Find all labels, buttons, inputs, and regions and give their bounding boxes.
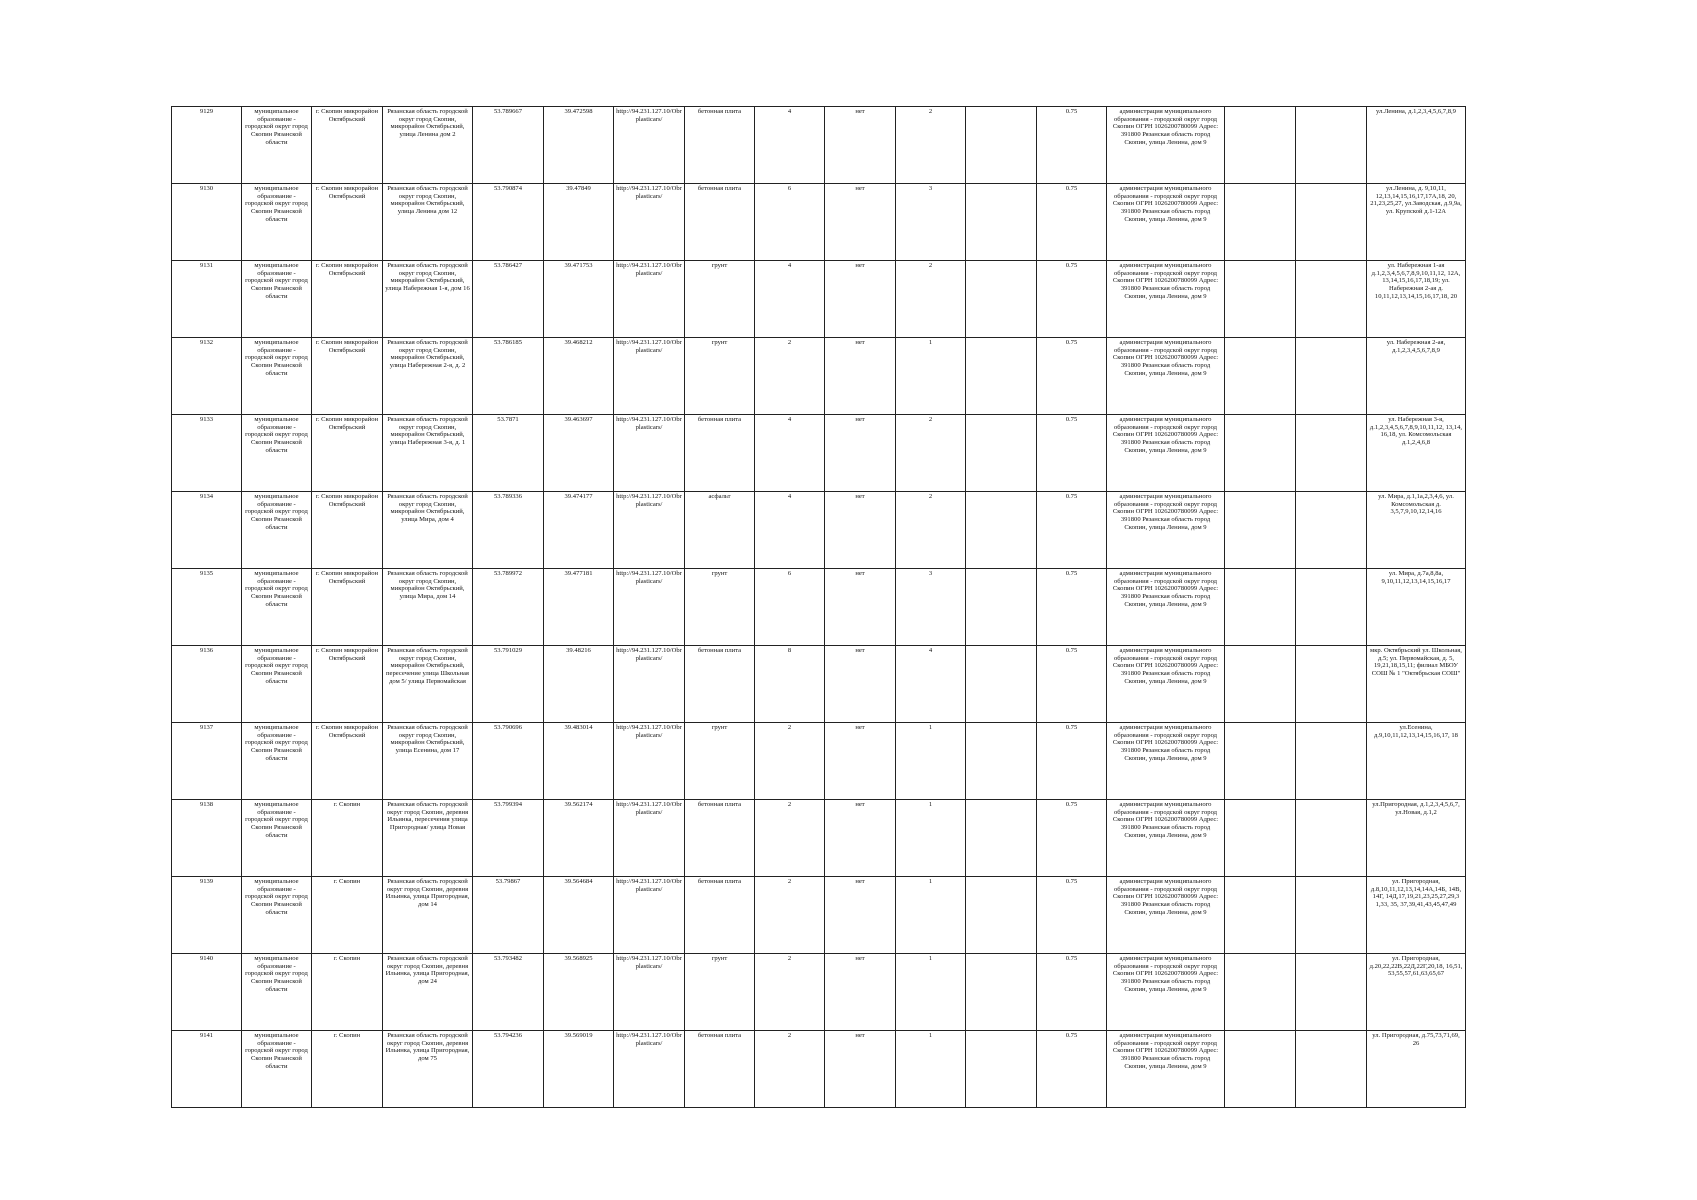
cell-map-link[interactable]: http://94.231.127.10/Obrplasticars/ (614, 1031, 685, 1108)
cell-site-id: 9130 (172, 184, 242, 261)
cell-owner: муниципальное образование - городской округ город Скопин Рязанской области (242, 646, 312, 723)
cell-map-link[interactable]: http://94.231.127.10/Obrplasticars/ (614, 492, 685, 569)
cell-covered: нет (825, 415, 896, 492)
cell-longitude: 39.474177 (544, 492, 614, 569)
table-body (172, 107, 1466, 1108)
cell-area: 2 (755, 1031, 825, 1108)
cell-administrator: администрация муниципального образования - городской округ город Скопин ОГРН 1026200780099 Адрес: 391800 Рязанская область город Скопин, улица Ленина, дом 9 (1107, 492, 1225, 569)
cell-administrator: администрация муниципального образования - городской округ город Скопин ОГРН 1026200780099 Адрес: 391800 Рязанская область город Скопин, улица Ленина, дом 9 (1107, 415, 1225, 492)
cell-empty (1225, 569, 1296, 646)
cell-empty (966, 1031, 1037, 1108)
cell-containers: 1 (896, 1031, 966, 1108)
cell-latitude: 53.79867 (473, 877, 544, 954)
cell-owner: муниципальное образование - городской округ город Скопин Рязанской области (242, 107, 312, 184)
cell-empty (1296, 492, 1367, 569)
cell-covered: нет (825, 954, 896, 1031)
cell-covered: нет (825, 877, 896, 954)
cell-empty (966, 800, 1037, 877)
cell-locality: г. Скопин (312, 877, 383, 954)
cell-map-link[interactable]: http://94.231.127.10/Obrplasticars/ (614, 107, 685, 184)
cell-empty (1296, 415, 1367, 492)
cell-volume: 0.75 (1037, 261, 1107, 338)
cell-administrator: администрация муниципального образования - городской округ город Скопин ОГРН 1026200780099 Адрес: 391800 Рязанская область город Скопин, улица Ленина, дом 9 (1107, 261, 1225, 338)
table-row (172, 492, 1466, 569)
cell-containers: 1 (896, 800, 966, 877)
cell-locality: г. Скопин микрорайон Октябрьский (312, 723, 383, 800)
cell-address: Рязанская область городской округ город Скопин, деревня Ильинка, улица Пригородная, дом 75 (383, 1031, 473, 1108)
table-row (172, 1031, 1466, 1108)
cell-waste-sources: ул. Набережная 3-я, д.1,2,3,4,5,6,7,8,9,10,11,12, 13,14, 16,18, ул. Комсомольская д.1,2,4,6,8 (1367, 415, 1466, 492)
cell-volume: 0.75 (1037, 1031, 1107, 1108)
cell-map-link[interactable]: http://94.231.127.10/Obrplasticars/ (614, 877, 685, 954)
cell-empty (1296, 723, 1367, 800)
cell-waste-sources: ул. Мира, д.7а,8,8а, 9,10,11,12,13,14,15,16,17 (1367, 569, 1466, 646)
cell-waste-sources: ул.Ленина, д. 9,10,11, 12,13,14,15,16,17,17А,18, 20, 21,23,25,27, ул.Заводская, д.9,9а, ул. Крупской д.1-12А (1367, 184, 1466, 261)
cell-area: 2 (755, 338, 825, 415)
cell-empty (966, 338, 1037, 415)
cell-containers: 1 (896, 338, 966, 415)
cell-volume: 0.75 (1037, 415, 1107, 492)
cell-site-id: 9141 (172, 1031, 242, 1108)
cell-empty (966, 723, 1037, 800)
registry-sheet (171, 106, 1466, 1108)
cell-locality: г. Скопин микрорайон Октябрьский (312, 107, 383, 184)
cell-volume: 0.75 (1037, 107, 1107, 184)
cell-owner: муниципальное образование - городской округ город Скопин Рязанской области (242, 569, 312, 646)
table-row (172, 569, 1466, 646)
cell-containers: 1 (896, 877, 966, 954)
cell-area: 2 (755, 954, 825, 1031)
cell-site-id: 9131 (172, 261, 242, 338)
cell-latitude: 53.7871 (473, 415, 544, 492)
cell-area: 4 (755, 415, 825, 492)
table-row (172, 646, 1466, 723)
cell-surface: грунт (685, 954, 755, 1031)
cell-address: Рязанская область городской округ город Скопин, микрорайон Октябрьский, улица Набережная 2-я, д. 2 (383, 338, 473, 415)
cell-locality: г. Скопин микрорайон Октябрьский (312, 261, 383, 338)
cell-address: Рязанская область городской округ город Скопин, микрорайон Октябрьский, улица Мира, дом 14 (383, 569, 473, 646)
cell-owner: муниципальное образование - городской округ город Скопин Рязанской области (242, 800, 312, 877)
cell-volume: 0.75 (1037, 877, 1107, 954)
cell-owner: муниципальное образование - городской округ город Скопин Рязанской области (242, 954, 312, 1031)
cell-latitude: 53.786185 (473, 338, 544, 415)
cell-waste-sources: ул.Есенина, д.9,10,11,12,13,14,15,16,17, 18 (1367, 723, 1466, 800)
cell-empty (1225, 415, 1296, 492)
cell-site-id: 9138 (172, 800, 242, 877)
cell-administrator: администрация муниципального образования - городской округ город Скопин ОГРН 1026200780099 Адрес: 391800 Рязанская область город Скопин, улица Ленина, дом 9 (1107, 569, 1225, 646)
cell-address: Рязанская область городской округ город Скопин, микрорайон Октябрьский, улица Набережная 3-я, д. 1 (383, 415, 473, 492)
cell-empty (966, 415, 1037, 492)
cell-empty (1296, 954, 1367, 1031)
cell-address: Рязанская область городской округ город Скопин, деревня Ильинка, пересечения улица Пригородная/ улица Новая (383, 800, 473, 877)
cell-empty (1296, 646, 1367, 723)
cell-surface: бетонная плита (685, 800, 755, 877)
cell-latitude: 53.794236 (473, 1031, 544, 1108)
cell-site-id: 9140 (172, 954, 242, 1031)
cell-administrator: администрация муниципального образования - городской округ город Скопин ОГРН 1026200780099 Адрес: 391800 Рязанская область город Скопин, улица Ленина, дом 9 (1107, 800, 1225, 877)
cell-owner: муниципальное образование - городской округ город Скопин Рязанской области (242, 877, 312, 954)
cell-longitude: 39.483014 (544, 723, 614, 800)
cell-volume: 0.75 (1037, 184, 1107, 261)
cell-site-id: 9135 (172, 569, 242, 646)
cell-waste-sources: ул. Пригородная, д.8,10,11,12,13,14,14А,14Б, 14В, 14Г, 14Д,17,19,21,23,25,27,29,3 1,33, 35, 37,39,41,43,45,47,49 (1367, 877, 1466, 954)
cell-volume: 0.75 (1037, 646, 1107, 723)
cell-owner: муниципальное образование - городской округ город Скопин Рязанской области (242, 338, 312, 415)
cell-locality: г. Скопин (312, 1031, 383, 1108)
cell-empty (1225, 261, 1296, 338)
cell-area: 4 (755, 261, 825, 338)
cell-volume: 0.75 (1037, 723, 1107, 800)
cell-waste-sources: ул.Ленина, д.1,2,3,4,5,6,7,8,9 (1367, 107, 1466, 184)
cell-longitude: 39.564684 (544, 877, 614, 954)
cell-waste-sources: ул.Пригородная, д.1,2,3,4,5,6,7, ул.Новая, д.1,2 (1367, 800, 1466, 877)
cell-area: 4 (755, 492, 825, 569)
cell-site-id: 9137 (172, 723, 242, 800)
cell-latitude: 53.789972 (473, 569, 544, 646)
cell-waste-sources: ул. Набережная 1-ая д.1,2,3,4,5,6,7,8,9,10,11,12, 12А, 13,14,15,16,17,18,19; ул. Набережная 2-ая д. 10,11,12,13,14,15,16,17,18, 20 (1367, 261, 1466, 338)
cell-administrator: администрация муниципального образования - городской округ город Скопин ОГРН 1026200780099 Адрес: 391800 Рязанская область город Скопин, улица Ленина, дом 9 (1107, 877, 1225, 954)
cell-empty (1225, 723, 1296, 800)
cell-surface: грунт (685, 723, 755, 800)
cell-empty (1225, 107, 1296, 184)
cell-address: Рязанская область городской округ город Скопин, деревня Ильинка, улица Пригородная, дом 14 (383, 877, 473, 954)
cell-owner: муниципальное образование - городской округ город Скопин Рязанской области (242, 261, 312, 338)
cell-surface: бетонная плита (685, 184, 755, 261)
cell-empty (966, 184, 1037, 261)
cell-latitude: 53.799394 (473, 800, 544, 877)
cell-empty (1296, 107, 1367, 184)
cell-locality: г. Скопин микрорайон Октябрьский (312, 492, 383, 569)
cell-waste-sources: мкр. Октябрьский ул. Школьная, д.5; ул. Первомайская, д. 5, 19,21,18,15,11; филиал МБОУ СОШ № 1 "Октябрьская СОШ" (1367, 646, 1466, 723)
table-row (172, 800, 1466, 877)
cell-owner: муниципальное образование - городской округ город Скопин Рязанской области (242, 492, 312, 569)
cell-waste-sources: ул. Набережная 2-ая, д.1,2,3,4,5,6,7,8,9 (1367, 338, 1466, 415)
cell-administrator: администрация муниципального образования - городской округ город Скопин ОГРН 1026200780099 Адрес: 391800 Рязанская область город Скопин, улица Ленина, дом 9 (1107, 184, 1225, 261)
table-row (172, 415, 1466, 492)
cell-site-id: 9134 (172, 492, 242, 569)
cell-empty (1296, 261, 1367, 338)
cell-area: 2 (755, 877, 825, 954)
cell-surface: грунт (685, 569, 755, 646)
cell-covered: нет (825, 800, 896, 877)
cell-empty (1225, 1031, 1296, 1108)
cell-latitude: 53.786427 (473, 261, 544, 338)
cell-surface: грунт (685, 338, 755, 415)
cell-map-link[interactable]: http://94.231.127.10/Obrplasticars/ (614, 800, 685, 877)
cell-longitude: 39.569019 (544, 1031, 614, 1108)
cell-longitude: 39.48216 (544, 646, 614, 723)
cell-surface: бетонная плита (685, 877, 755, 954)
cell-waste-sources: ул. Пригородная, д.20,22,22В,22Д,22Г,20,18, 16,51, 53,55,57,61,63,65,67 (1367, 954, 1466, 1031)
cell-longitude: 39.463697 (544, 415, 614, 492)
cell-empty (966, 107, 1037, 184)
cell-longitude: 39.47849 (544, 184, 614, 261)
cell-map-link[interactable]: http://94.231.127.10/Obrplasticars/ (614, 954, 685, 1031)
cell-empty (1225, 492, 1296, 569)
cell-surface: грунт (685, 261, 755, 338)
cell-map-link[interactable]: http://94.231.127.10/Obrplasticars/ (614, 184, 685, 261)
cell-administrator: администрация муниципального образования - городской округ город Скопин ОГРН 1026200780099 Адрес: 391800 Рязанская область город Скопин, улица Ленина, дом 9 (1107, 338, 1225, 415)
cell-surface: бетонная плита (685, 107, 755, 184)
cell-empty (1225, 646, 1296, 723)
cell-map-link[interactable]: http://94.231.127.10/Obrplasticars/ (614, 723, 685, 800)
cell-site-id: 9132 (172, 338, 242, 415)
cell-address: Рязанская область городской округ город Скопин, микрорайон Октябрьский, улица Есенина, дом 17 (383, 723, 473, 800)
cell-waste-sources: ул. Пригородная, д.75,73,71,69, 26 (1367, 1031, 1466, 1108)
cell-empty (1296, 338, 1367, 415)
cell-waste-sources: ул. Мира, д.1,1а,2,3,4,6, ул. Комсомольская д. 3,5,7,9,10,12,14,16 (1367, 492, 1466, 569)
cell-owner: муниципальное образование - городской округ город Скопин Рязанской области (242, 184, 312, 261)
cell-site-id: 9129 (172, 107, 242, 184)
cell-covered: нет (825, 107, 896, 184)
cell-empty (966, 492, 1037, 569)
cell-site-id: 9133 (172, 415, 242, 492)
cell-administrator: администрация муниципального образования - городской округ город Скопин ОГРН 1026200780099 Адрес: 391800 Рязанская область город Скопин, улица Ленина, дом 9 (1107, 723, 1225, 800)
cell-surface: бетонная плита (685, 415, 755, 492)
cell-address: Рязанская область городской округ город Скопин, деревня Ильинка, улица Пригородная, дом 24 (383, 954, 473, 1031)
cell-empty (1225, 877, 1296, 954)
cell-empty (966, 646, 1037, 723)
cell-containers: 1 (896, 954, 966, 1031)
cell-locality: г. Скопин (312, 954, 383, 1031)
cell-locality: г. Скопин микрорайон Октябрьский (312, 569, 383, 646)
cell-empty (966, 877, 1037, 954)
table-row (172, 723, 1466, 800)
cell-area: 4 (755, 107, 825, 184)
cell-address: Рязанская область городской округ город Скопин, микрорайон Октябрьский, улица Набережная 1-я, дом 16 (383, 261, 473, 338)
cell-covered: нет (825, 569, 896, 646)
cell-empty (1296, 569, 1367, 646)
cell-containers: 1 (896, 723, 966, 800)
table-row (172, 338, 1466, 415)
cell-area: 2 (755, 800, 825, 877)
cell-administrator: администрация муниципального образования - городской округ город Скопин ОГРН 1026200780099 Адрес: 391800 Рязанская область город Скопин, улица Ленина, дом 9 (1107, 107, 1225, 184)
cell-map-link[interactable]: http://94.231.127.10/Obrplasticars/ (614, 415, 685, 492)
cell-containers: 2 (896, 107, 966, 184)
cell-latitude: 53.789667 (473, 107, 544, 184)
table-row (172, 184, 1466, 261)
cell-volume: 0.75 (1037, 338, 1107, 415)
cell-covered: нет (825, 723, 896, 800)
table-row (172, 877, 1466, 954)
table-row (172, 261, 1466, 338)
cell-administrator: администрация муниципального образования - городской округ город Скопин ОГРН 1026200780099 Адрес: 391800 Рязанская область город Скопин, улица Ленина, дом 9 (1107, 646, 1225, 723)
cell-empty (1296, 800, 1367, 877)
cell-covered: нет (825, 646, 896, 723)
cell-covered: нет (825, 492, 896, 569)
cell-map-link[interactable]: http://94.231.127.10/Obrplasticars/ (614, 646, 685, 723)
cell-owner: муниципальное образование - городской округ город Скопин Рязанской области (242, 1031, 312, 1108)
cell-locality: г. Скопин микрорайон Октябрьский (312, 338, 383, 415)
cell-volume: 0.75 (1037, 800, 1107, 877)
cell-map-link[interactable]: http://94.231.127.10/Obrplasticars/ (614, 338, 685, 415)
cell-site-id: 9139 (172, 877, 242, 954)
cell-containers: 4 (896, 646, 966, 723)
cell-administrator: администрация муниципального образования - городской округ город Скопин ОГРН 1026200780099 Адрес: 391800 Рязанская область город Скопин, улица Ленина, дом 9 (1107, 1031, 1225, 1108)
cell-empty (1225, 184, 1296, 261)
cell-covered: нет (825, 1031, 896, 1108)
cell-administrator: администрация муниципального образования - городской округ город Скопин ОГРН 1026200780099 Адрес: 391800 Рязанская область город Скопин, улица Ленина, дом 9 (1107, 954, 1225, 1031)
cell-longitude: 39.562174 (544, 800, 614, 877)
cell-covered: нет (825, 261, 896, 338)
cell-address: Рязанская область городской округ город Скопин, микрорайон Октябрьский, пересечение улица Школьная дом 5/ улица Первомайская (383, 646, 473, 723)
cell-empty (1296, 184, 1367, 261)
cell-latitude: 53.793482 (473, 954, 544, 1031)
cell-address: Рязанская область городской округ город Скопин, микрорайон Октябрьский, улица Мира, дом 4 (383, 492, 473, 569)
cell-containers: 3 (896, 569, 966, 646)
cell-surface: бетонная плита (685, 1031, 755, 1108)
cell-owner: муниципальное образование - городской округ город Скопин Рязанской области (242, 415, 312, 492)
cell-latitude: 53.790696 (473, 723, 544, 800)
cell-containers: 2 (896, 492, 966, 569)
cell-locality: г. Скопин микрорайон Октябрьский (312, 646, 383, 723)
cell-empty (966, 261, 1037, 338)
cell-empty (1296, 877, 1367, 954)
cell-covered: нет (825, 184, 896, 261)
cell-address: Рязанская область городской округ город Скопин, микрорайон Октябрьский, улица Ленина дом 12 (383, 184, 473, 261)
cell-owner: муниципальное образование - городской округ город Скопин Рязанской области (242, 723, 312, 800)
cell-latitude: 53.790874 (473, 184, 544, 261)
cell-volume: 0.75 (1037, 954, 1107, 1031)
cell-latitude: 53.791029 (473, 646, 544, 723)
cell-covered: нет (825, 338, 896, 415)
cell-longitude: 39.471753 (544, 261, 614, 338)
table-row (172, 107, 1466, 184)
cell-area: 6 (755, 569, 825, 646)
cell-volume: 0.75 (1037, 492, 1107, 569)
cell-area: 6 (755, 184, 825, 261)
cell-surface: бетонная плита (685, 646, 755, 723)
cell-empty (966, 569, 1037, 646)
waste-sites-table (171, 106, 1466, 1108)
cell-locality: г. Скопин (312, 800, 383, 877)
cell-map-link[interactable]: http://94.231.127.10/Obrplasticars/ (614, 261, 685, 338)
cell-empty (1225, 954, 1296, 1031)
cell-containers: 2 (896, 261, 966, 338)
cell-locality: г. Скопин микрорайон Октябрьский (312, 415, 383, 492)
cell-address: Рязанская область городской округ город Скопин, микрорайон Октябрьский, улица Ленина дом 2 (383, 107, 473, 184)
cell-surface: асфальт (685, 492, 755, 569)
cell-empty (1225, 800, 1296, 877)
cell-empty (966, 954, 1037, 1031)
cell-map-link[interactable]: http://94.231.127.10/Obrplasticars/ (614, 569, 685, 646)
cell-latitude: 53.789336 (473, 492, 544, 569)
cell-area: 2 (755, 723, 825, 800)
cell-containers: 2 (896, 415, 966, 492)
cell-containers: 3 (896, 184, 966, 261)
cell-longitude: 39.472598 (544, 107, 614, 184)
cell-locality: г. Скопин микрорайон Октябрьский (312, 184, 383, 261)
cell-area: 8 (755, 646, 825, 723)
cell-longitude: 39.477181 (544, 569, 614, 646)
cell-volume: 0.75 (1037, 569, 1107, 646)
cell-longitude: 39.568925 (544, 954, 614, 1031)
cell-empty (1225, 338, 1296, 415)
cell-empty (1296, 1031, 1367, 1108)
cell-site-id: 9136 (172, 646, 242, 723)
cell-longitude: 39.468212 (544, 338, 614, 415)
table-row (172, 954, 1466, 1031)
